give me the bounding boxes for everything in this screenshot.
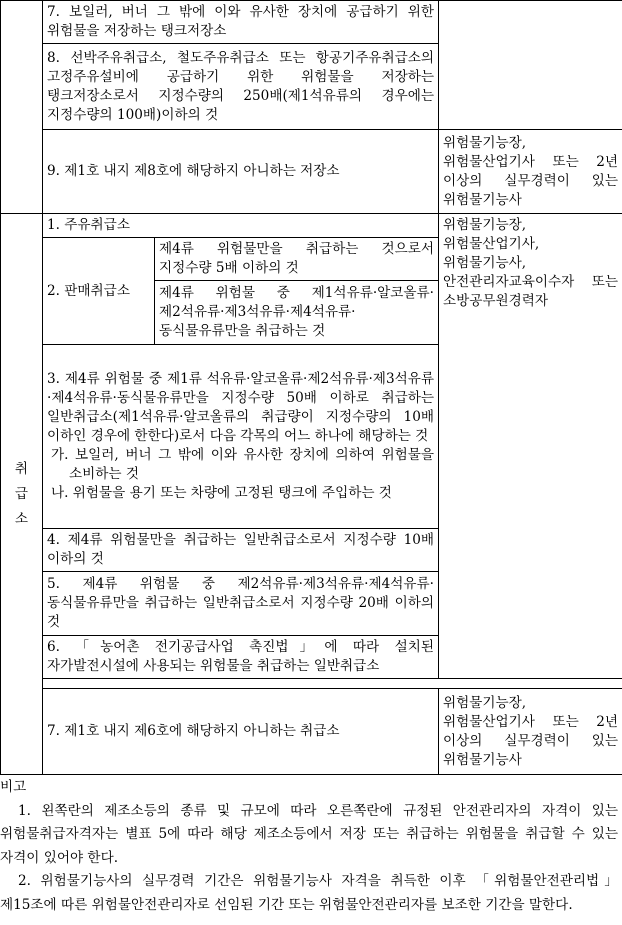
handling-row-7-qualification: 위험물기능장, 위험물산업기사 또는 2년 이상의 실무경력이 있는 위험물기능사 <box>439 689 622 775</box>
handling-group-label <box>1 214 43 775</box>
notes-section <box>0 776 618 917</box>
handling-row-6: 6. 「농어촌 전기공급사업 촉진법」에 따라 설치된 자가발전시설에 사용되는 위험물을 취급하는 일반취급소 <box>43 636 439 679</box>
storage-row-9-qualification: 위험물기능장, 위험물산업기사 또는 2년 이상의 실무경력이 있는 위험물기능사 <box>439 130 622 214</box>
storage-row-8: 8. 선박주유취급소, 철도주유취급소 또는 항공기주유취급소의 고정주유설비에 공급하기 위한 위험물을 저장하는 탱크저장소로서 지정수량의 250배(제1석유류의 경우에는 지정수량의 100배)이하의 것 <box>43 44 439 130</box>
note-2: 2. 위험물기능사의 실무경력 기간은 위험물기능사 자격을 취득한 이후 「위험물안전관리법」 제15조에 따른 위험물안전관리자로 선임된 기간 또는 위험물안전관리자를 보조한 기간을 말한다. <box>0 873 618 913</box>
handling-row-3-item-b: 나. 위험물을 용기 또는 차량에 고정된 탱크에 주입하는 것 <box>51 485 392 501</box>
storage-row-7: 7. 보일러, 버너 그 밖에 이와 유사한 장치에 공급하기 위한 위험물을 저장하는 탱크저장소 <box>43 1 439 44</box>
storage-qual-cell <box>439 1 622 130</box>
handling-row-1-qualification: 위험물기능장, 위험물산업기사, 위험물기능사, 안전관리자교육이수자 또는 소방공무원경력자 <box>439 214 622 679</box>
storage-row-9: 9. 제1호 내지 제8호에 해당하지 아니하는 저장소 <box>43 130 439 214</box>
handling-row-2-sub-b: 제4류 위험물 중 제1석유류·알코올류·제2석유류·제3석유류·제4석유류·동식물유류만을 취급하는 것 <box>155 281 439 345</box>
handling-row-4: 4. 제4류 위험물만을 취급하는 일반취급소로서 지정수량 10배 이하의 것 <box>43 529 439 572</box>
note-1: 1. 왼쪽란의 제조소등의 종류 및 규모에 따라 오른쪽란에 규정된 안전관리자의 자격이 있는 위험물취급자격자는 별표 5에 따라 해당 제조소등에서 저장 또는 취급하는 위험물을 취급할 수 있는 자격이 있어야 한다. <box>0 802 618 866</box>
handling-row-3 <box>43 345 439 529</box>
handling-spacer-row <box>43 679 622 689</box>
storage-category-cell <box>1 1 43 214</box>
handling-row-2-label: 2. 판매취급소 <box>43 238 155 345</box>
handling-group-char: 급 <box>14 485 29 502</box>
handling-row-7: 7. 제1호 내지 제6호에 해당하지 아니하는 취급소 <box>43 689 439 775</box>
handling-row-3-item-a: 가. 보일러, 버너 그 밖에 이와 유사한 장치에 의하여 위험물을 소비하는 것 <box>51 447 434 482</box>
handling-row-5: 5. 제4류 위험물 중 제2석유류·제3석유류·제4석유류·동식물유류만을 취급하는 일반취급소로서 지정수량 20배 이하의 것 <box>43 572 439 636</box>
handling-row-3-main: 3. 제4류 위험물 중 제1류 석유류·알코올류·제2석유류·제3석유류·제4석유류·동식물유류만을 지정수량 50배 이하로 취급하는 일반취급소(제1석유류·알코올류의 취급량이 지정수량의 10배 이하인 경우에 한한다)로서 다음 각목의 어느 하나에 해당하는 것 <box>47 371 434 444</box>
handling-group-char: 취 <box>14 460 29 477</box>
handling-group-char: 소 <box>14 510 29 527</box>
handling-row-2-sub-a: 제4류 위험물만을 취급하는 것으로서 지정수량 5배 이하의 것 <box>155 238 439 281</box>
notes-heading: 비고 <box>0 779 27 795</box>
handling-row-1: 1. 주유취급소 <box>43 214 439 238</box>
